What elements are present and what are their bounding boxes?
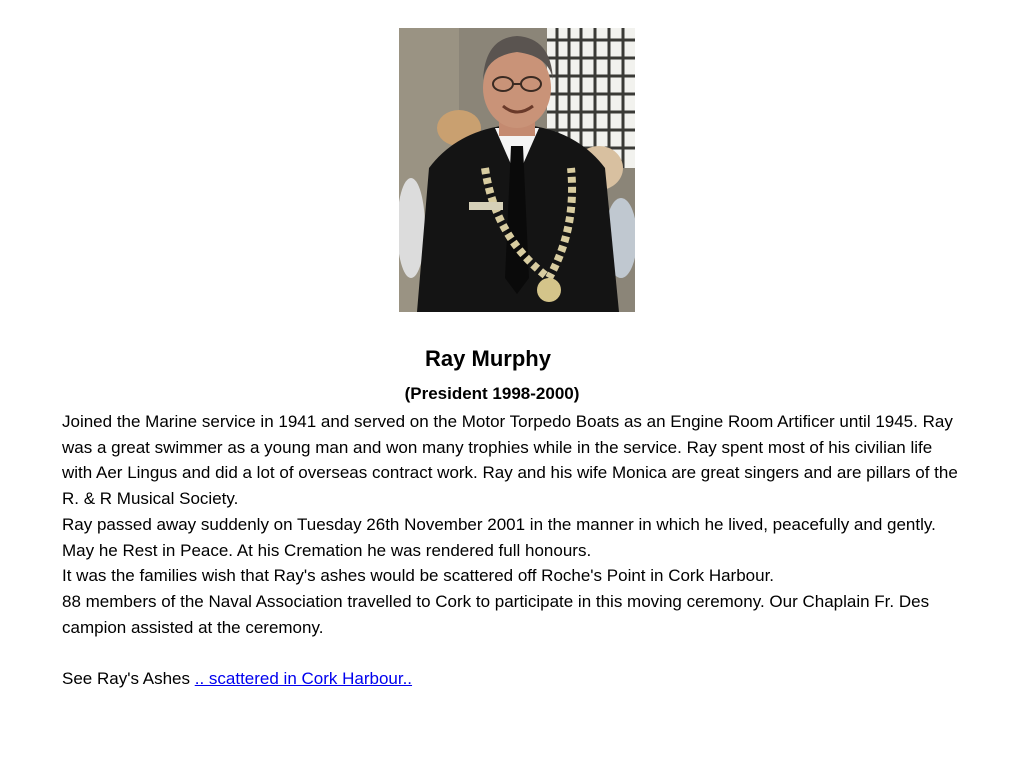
person-name: Ray Murphy <box>425 346 551 371</box>
ashes-link[interactable]: .. scattered in Cork Harbour.. <box>194 669 413 689</box>
see-more-line <box>62 666 967 692</box>
see-more-prefix: See Ray's Ashes <box>62 669 195 689</box>
person-role: (President 1998-2000) <box>404 384 580 403</box>
bio-paragraph: Ray passed away suddenly on Tuesday 26th November 2001 in the manner in which he lived, peacefully and gently. May he Rest in Peace. At his Cremation he was rendered full honours. <box>62 514 936 560</box>
bio-paragraph: Joined the Marine service in 1941 and served on the Motor Torpedo Boats as an Engine Room Artificer until 1945. Ray was a great swimmer as a young man and won many trophies while in the service. Ray spent most of his civilian life with Aer Lingus and did a lot of overseas contract work. Ray and his wife Monica are great singers and are pillars of the R. & R Musical Society. <box>62 412 958 509</box>
portrait-photo <box>399 28 635 312</box>
biography <box>62 409 967 692</box>
bio-paragraph: 88 members of the Naval Association travelled to Cork to participate in this moving ceremony. Our Chaplain Fr. Des campion assisted at the ceremony. <box>62 591 930 637</box>
spacer <box>62 640 967 666</box>
bio-paragraph: It was the families wish that Ray's ashes would be scattered off Roche's Point in Cork Harbour. <box>62 566 775 586</box>
